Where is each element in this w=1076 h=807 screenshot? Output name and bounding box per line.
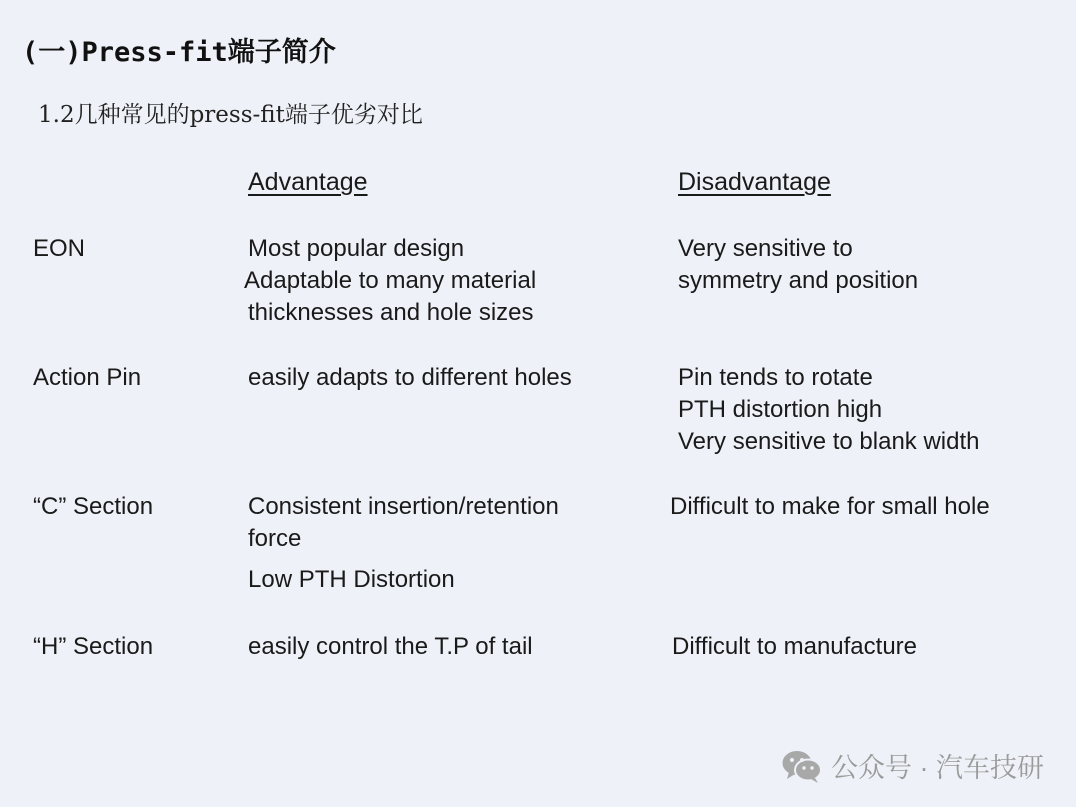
disadvantage-header: Disadvantage (678, 168, 831, 196)
slide-subtitle: 1.2几种常见的press-fit端子优劣对比 (38, 102, 423, 128)
row-eon-advantage-3: thicknesses and hole sizes (248, 299, 534, 326)
row-action-pin-advantage-1: easily adapts to different holes (248, 364, 572, 391)
row-h-section-name: “H” Section (33, 633, 154, 660)
row-eon-advantage-1: Most popular design (248, 235, 465, 262)
row-eon-disadvantage-1: Very sensitive to (678, 235, 853, 262)
row-action-pin-name: Action Pin (33, 364, 142, 391)
slide-title: (一)Press-fit端子简介 (22, 37, 336, 68)
row-h-section-disadvantage-1: Difficult to manufacture (672, 633, 918, 660)
row-eon-disadvantage-2: symmetry and position (678, 267, 919, 294)
watermark-text: 公众号 · 汽车技研 (831, 753, 1044, 783)
row-action-pin-disadvantage-1: Pin tends to rotate (678, 364, 873, 391)
row-eon-name: EON (33, 235, 86, 262)
row-c-section-advantage-3: Low PTH Distortion (248, 566, 455, 593)
watermark (781, 746, 1044, 785)
wechat-icon (781, 748, 823, 784)
row-action-pin-disadvantage-2: PTH distortion high (678, 396, 883, 423)
row-c-section-disadvantage-1: Difficult to make for small hole (670, 493, 990, 520)
advantage-header: Advantage (248, 168, 368, 196)
row-c-section-advantage-1: Consistent insertion/retention (248, 493, 559, 520)
row-action-pin-disadvantage-3: Very sensitive to blank width (678, 428, 980, 455)
row-c-section-name: “C” Section (33, 493, 154, 520)
row-c-section-advantage-2: force (248, 525, 302, 552)
row-eon-advantage-2: Adaptable to many material (244, 267, 537, 294)
row-h-section-advantage-1: easily control the T.P of tail (248, 633, 533, 660)
